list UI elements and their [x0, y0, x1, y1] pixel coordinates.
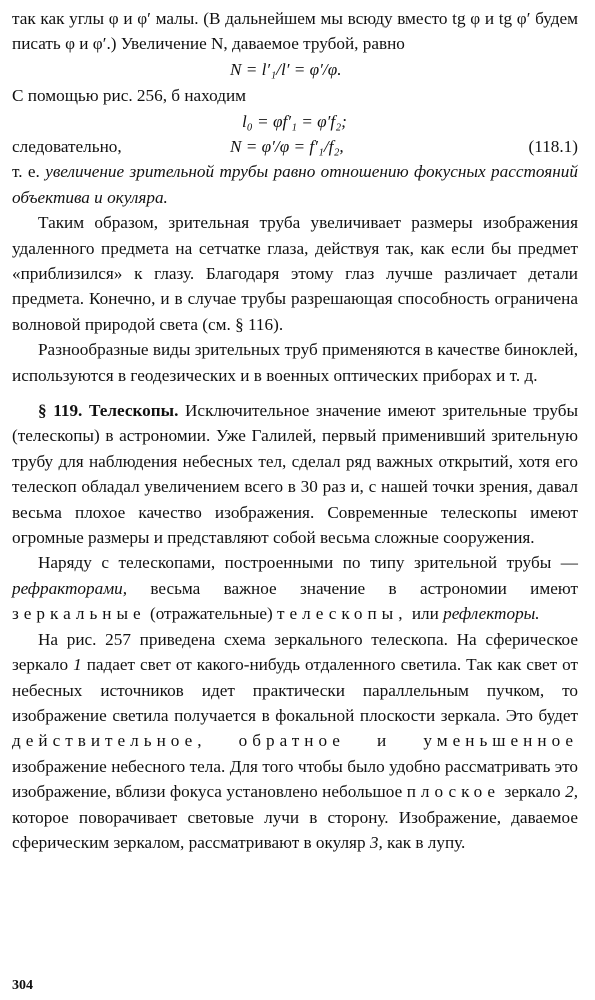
paragraph-mirror-telescope [12, 627, 578, 856]
ref-eyepiece-3: 3, [369, 832, 383, 852]
equation-focal [12, 109, 578, 134]
section-telescopes [12, 398, 578, 550]
term-reflectors: рефлекторы. [443, 604, 540, 624]
paragraph-fig-ref-text: С помощью рис. 256, б находим [12, 86, 247, 106]
reflectors-text-a: Наряду с телескопами, построенными по типу зрительной трубы — [38, 553, 578, 573]
paragraph-applications [12, 337, 578, 388]
conclusion-italic: увеличение зрительной трубы равно отношению фокусных расстояний объектива и окуляра. [12, 162, 578, 207]
paragraph-explanation-text: Таким образом, зрительная труба увеличивает размеры изображения удаленного предмета на сетчатке глаза, действуя так, как если бы предмет «приблизился» к глазу. Благодаря этому глаз лучше различает детали предмета. Конечно, и в случае трубы разрешающая способность ограничена волновой природой света (см. § 116). [12, 213, 578, 334]
ref-mirror-1: 1 [73, 655, 82, 675]
mirror-text-a: На рис. 257 приведена схема зеркального телескопа. На сферическое зеркало [12, 629, 578, 675]
mirror-text-c: падает свет от какого-нибудь отдаленного светила. Так как свет от небесных источников идет практически параллельным пучком, то изображение светила получается в фокальной плоскости зеркала. Это будет [12, 655, 578, 725]
paragraph-explanation [12, 210, 578, 337]
term-flat: плоское [406, 782, 501, 802]
page-body [12, 6, 578, 855]
section-title: § 119. Телескопы. [38, 401, 179, 421]
mirror-text-g: зеркало [500, 782, 566, 802]
equation-number: (118.1) [528, 137, 578, 156]
equation-focal-expr: l₀ = φf′₁ = φ′f₂; [242, 111, 347, 131]
reflectors-text-e: (отражательные) [145, 604, 278, 624]
equation-result-expr: N = φ′/φ = f′₁/f₂, [230, 137, 344, 156]
equation-lead-text: следовательно, [12, 137, 122, 156]
paragraph-reflectors [12, 550, 578, 626]
term-refractors: рефракторами, [12, 578, 128, 598]
mirror-text-k: как в лупу. [382, 832, 466, 852]
section-telescopes-text: Исключительное значение имеют зрительные трубы (телескопы) в астрономии. Уже Галилей, первый применивший зрительную трубу для наблюдения небесных тел, сделал ряд важных открытий, хотя его телескоп обладал увеличением всего в 30 раз и, с нашей точки зрения, давал весьма плохое качество изображения. Современные телескопы имеют огромные размеры и представляют собой весьма сложные сооружения. [12, 401, 578, 548]
equation-magnification-expr: N = l′₁/l′ = φ′/φ. [230, 59, 342, 79]
reflectors-text-c: весьма важное значение в астрономии имеют [127, 578, 578, 598]
paragraph-intro-text: так как углы φ и φ′ малы. (В дальнейшем мы всюду вместо tg φ и tg φ′ будем писать φ и φ′.) Увеличение N, даваемое трубой, равно [12, 9, 578, 54]
page-number: 304 [12, 978, 33, 993]
mirror-text-i: которое поворачивает световые лучи в сторону. Изображение, даваемое сферическим зеркалом, рассматривают в окуляр [12, 807, 578, 852]
mirror-text-e: изображение небесного тела. Для того чтобы было удобно рассматривать это изображение, вблизи фокуса установлено небольшое [12, 756, 578, 802]
term-telescopes: телескопы, [277, 604, 408, 624]
term-image-properties: действительное, обратное и уменьшенное [12, 731, 578, 751]
ref-mirror-2: 2, [565, 782, 578, 802]
paragraph-applications-text: Разнообразные виды зрительных труб применяются в качестве биноклей, используются в геодезических и в военных оптических приборах и т. д. [12, 340, 578, 385]
paragraph-fig-ref [12, 83, 578, 108]
term-mirror: зеркальные [12, 604, 146, 624]
conclusion-lead: т. е. [12, 162, 46, 182]
equation-magnification [12, 57, 578, 82]
paragraph-intro [12, 6, 578, 57]
paragraph-conclusion [12, 159, 578, 210]
reflectors-text-g: или [407, 604, 444, 624]
equation-result-line [12, 134, 578, 159]
